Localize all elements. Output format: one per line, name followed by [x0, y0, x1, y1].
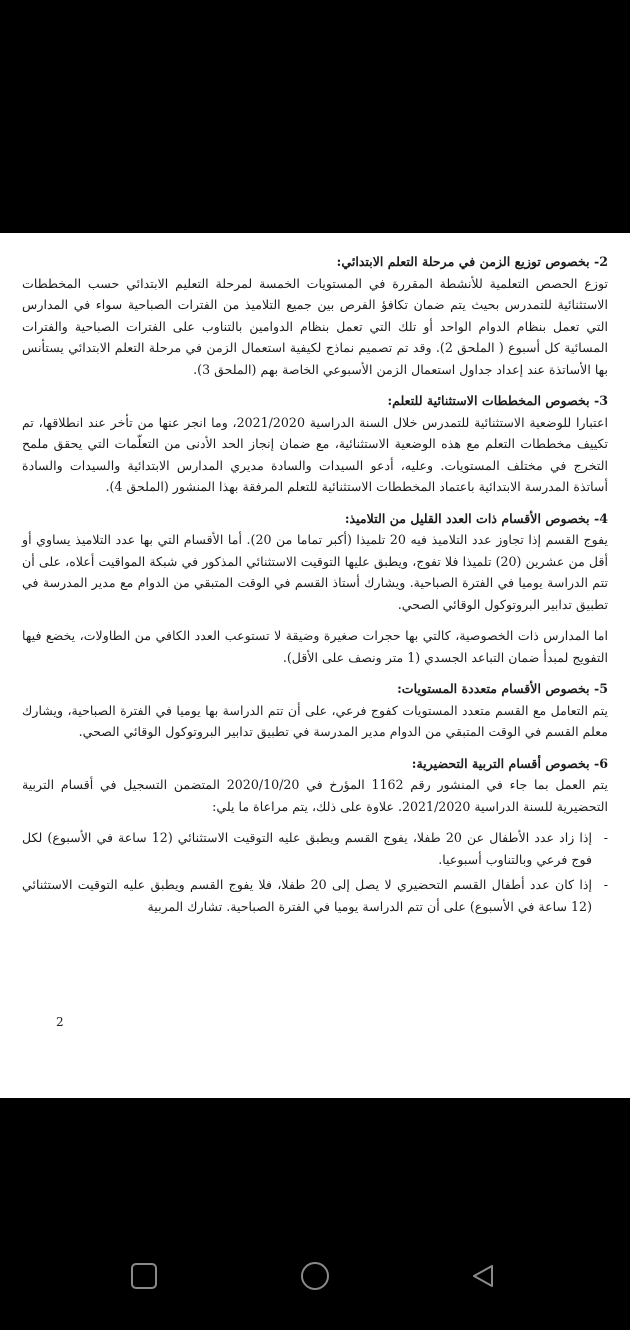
- bullet-list: [22, 827, 608, 917]
- recent-apps-icon[interactable]: [131, 1263, 157, 1289]
- section-heading: 2- بخصوص توزيع الزمن في مرحلة التعلم الابتدائي:: [336, 254, 608, 269]
- home-icon[interactable]: [301, 1262, 329, 1290]
- section-heading: 6- بخصوص أقسام التربية التحضيرية:: [411, 755, 608, 771]
- section-6: [22, 753, 608, 918]
- section-heading: 5- بخصوص الأقسام متعددة المستويات:: [397, 681, 608, 696]
- section-paragraph: يفوج القسم إذا تجاوز عدد التلاميذ فيه 20 تلميذا (أكبر تماما من 20). أما الأقسام التي بها عدد التلاميذ يساوي أو أقل من عشرين (20) تلميذا فلا تفوج، ويطبق عليها التوقيت الاستثنائي المذكور في شبكة المواقيت أعلاه، على أن تتم الدراسة يوميا في الفترة الصباحية. ويشارك أستاذ القسم في الوقت المتبقي من الدوام مع مدير المدرسة في تطبيق تدابير البروتوكول الوقائي الصحي.: [22, 532, 608, 612]
- section-paragraph: توزع الحصص التعلمية للأنشطة المقررة في المستويات الخمسة لمرحلة التعليم الابتدائي حسب المخططات الاستثنائية للتمدرس بحيث يتم ضمان تكافؤ الفرص بين جميع التلاميذ من الفترات الصباحية سواء في المدارس التي تعمل بنظام الدوام الواحد أو تلك التي تعمل بنظام الدوامين بالتناوب على الفترات الصباحية والفترات المسائية كل أسبوع ( الملحق 2). وقد تم تصميم نماذج لكيفية استعمال الزمن في مرحلة التعلم الابتدائي يستأنس بها الأساتذة عند إعداد جداول استعمال الزمن الأسبوعي الخاصة بهم (الملحق 3).: [22, 275, 608, 377]
- bullet-item: - إذا زاد عدد الأطفال عن 20 طفلا، يفوج القسم ويطبق عليه التوقيت الاستثنائي (12 ساعة في الأسبوع) لكل فوج فرعي وبالتناوب أسبوعيا.: [22, 827, 608, 870]
- section-paragraph: يتم العمل بما جاء في المنشور رقم 1162 المؤرخ في 2020/10/20 المتضمن التسجيل في أقسام التربية التحضيرية للسنة الدراسية 2021/2020. علاوة على ذلك، يتم مراعاة ما يلي:: [22, 777, 608, 814]
- page-number: 2: [56, 1015, 64, 1029]
- section-5: [22, 678, 608, 743]
- back-icon[interactable]: [470, 1263, 496, 1289]
- section-paragraph: اما المدارس ذات الخصوصية، كالتي بها حجرات صغيرة وضيقة لا تستوعب العدد الكافي من الطاولات، يخضع فيها التفويج لمبدأ ضمان التباعد الجسدي (1 متر ونصف على الأقل).: [22, 628, 608, 665]
- section-3: [22, 390, 608, 498]
- section-paragraph: اعتبارا للوضعية الاستثنائية للتمدرس خلال السنة الدراسية 2021/2020، وما انجر عنها من تأخر عند انطلاقها، تم تكييف مخططات التعلم مع هذه الوضعية الاستثنائية، مع ضمان إنجاز الحد الأدنى من التعلّمات التي يحقق ملمح التخرج في مختلف المستويات. وعليه، أدعو السيدات والسادة مديري المدارس الابتدائية والسيدات والسادة أساتذة المدرسة الابتدائية باعتماد المخططات الاستثنائية للتعلم المرفقة بهذا المنشور (الملحق 4).: [22, 414, 608, 494]
- section-heading: 3- بخصوص المخططات الاستثنائية للتعلم:: [387, 393, 608, 408]
- section-heading: 4- بخصوص الأقسام ذات العدد القليل من التلاميذ:: [344, 510, 608, 526]
- bullet-item: - إذا كان عدد أطفال القسم التحضيري لا يصل إلى 20 طفلا، فلا يفوج القسم ويطبق عليه التوقيت الاستثنائي (12 ساعة في الأسبوع) على أن تتم الدراسة يوميا في الفترة الصباحية. تشارك المربية: [22, 874, 608, 917]
- section-paragraph: يتم التعامل مع القسم متعدد المستويات كفوج فرعي، على أن تتم الدراسة بها يوميا في الفترة الصباحية، ويشارك معلم القسم في الوقت المتبقي من الدوام مدير المدرسة في تطبيق تدابير البروتوكول الوقائي الصحي.: [22, 702, 608, 739]
- section-4: [22, 508, 608, 669]
- document-page: [0, 233, 630, 1098]
- section-2: [22, 251, 608, 380]
- document-body: [22, 243, 608, 921]
